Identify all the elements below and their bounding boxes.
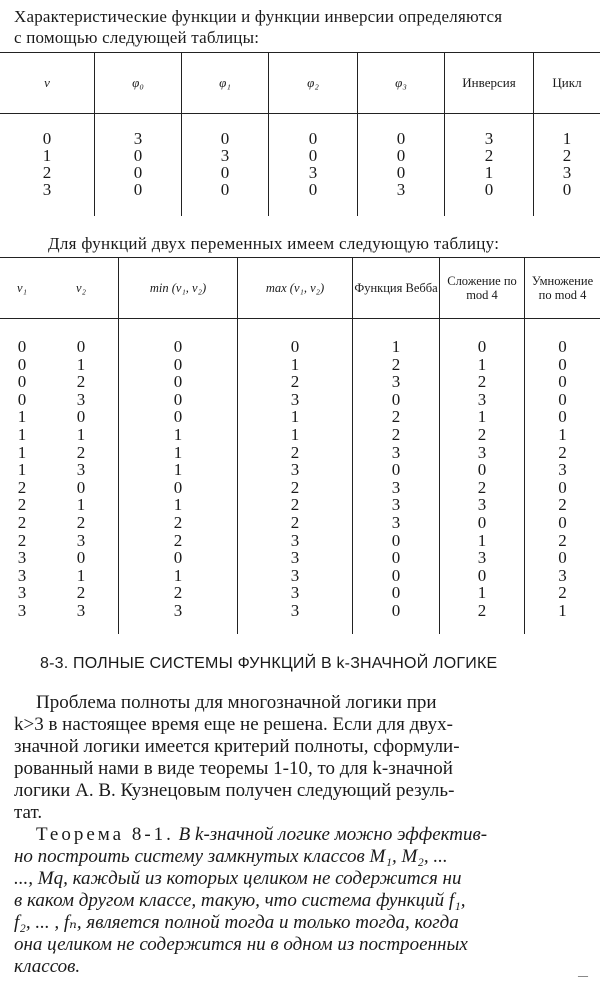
table2-cell: 3 [558, 565, 567, 585]
table2-cell: 0 [353, 461, 440, 479]
table2-cell: 2 [558, 583, 567, 603]
mid-text: Для функций двух переменных имеем следующую таблицу: [48, 234, 500, 253]
table2-cell: 1 [17, 442, 27, 462]
theorem-line: в каком другом классе, такую, что система функций f₁, [14, 890, 466, 911]
table1-cell: 0 [95, 164, 182, 181]
table2-cell: 1 [17, 424, 27, 444]
table1-body [0, 114, 600, 217]
table2-cell: 0 [119, 391, 238, 409]
table2-header: v₂ [44, 258, 119, 319]
table2-cell: 3 [440, 444, 525, 462]
table1-cell: 0 [358, 164, 445, 181]
table2-cell: 0 [558, 337, 567, 356]
table1-cell: 3 [182, 147, 269, 164]
table2-header: Функция Вебба [353, 258, 440, 319]
table2-cell: 3 [440, 391, 525, 409]
table1-header: v [0, 53, 95, 114]
table1-cell: 1 [445, 164, 534, 181]
table2-cell: 0 [44, 479, 119, 497]
table2-cell: 0 [558, 354, 567, 374]
table1-header: φ₁ [182, 53, 269, 114]
table1-cell: 0 [445, 181, 534, 216]
table1-row [0, 181, 600, 216]
table1-cell: 0 [358, 147, 445, 164]
table2-row [0, 373, 600, 391]
table2-cell: 3 [238, 602, 353, 634]
table2-cell: 3 [44, 602, 119, 634]
table2-cell: 1 [440, 532, 525, 550]
two-variable-functions-table [0, 257, 600, 634]
table1-cell: 0 [562, 180, 572, 199]
table2-cell: 2 [238, 373, 353, 391]
table2-cell: 0 [440, 567, 525, 585]
table2-cell: 2 [238, 444, 353, 462]
table2-cell: 2 [238, 496, 353, 514]
table1-header: Инверсия [445, 53, 534, 114]
table1-cell: 0 [182, 164, 269, 181]
table2-cell: 3 [44, 532, 119, 550]
table1-cell: 3 [269, 164, 358, 181]
table1-cell: 3 [445, 114, 534, 148]
table2-body [0, 319, 600, 634]
table2-row [0, 444, 600, 462]
table2-cell: 2 [440, 602, 525, 634]
table1-cell: 3 [0, 181, 95, 216]
table2-cell: 2 [44, 514, 119, 532]
table2-cell: 2 [238, 479, 353, 497]
table2-cell: 0 [440, 461, 525, 479]
table2-cell: 2 [440, 373, 525, 391]
table2-header: Умножение по mod 4 [525, 258, 600, 319]
table2-header: min (v₁, v₂) [119, 258, 238, 319]
intro-paragraph [14, 6, 589, 48]
table2-cell: 3 [440, 496, 525, 514]
table2-cell: 1 [44, 496, 119, 514]
table1-header: Цикл [534, 53, 600, 114]
table2-cell: 1 [119, 444, 238, 462]
table2-cell: 3 [44, 391, 119, 409]
table2-cell: 0 [353, 391, 440, 409]
table2-cell: 1 [238, 408, 353, 426]
table2-cell: 2 [353, 426, 440, 444]
theorem-line: классов. [14, 956, 81, 977]
table1-cell: 1 [562, 129, 572, 148]
table2-header: v₁ [0, 258, 44, 319]
theorem-line: f₂, ... , fₙ, является полной тогда и только тогда, когда [14, 912, 459, 933]
table2-cell: 3 [353, 444, 440, 462]
table2-cell: 0 [353, 584, 440, 602]
table2-cell: 0 [238, 319, 353, 356]
table2-header: max (v₁, v₂) [238, 258, 353, 319]
table2-row [0, 426, 600, 444]
table2-cell: 2 [17, 530, 27, 550]
theorem-line: но построить систему замкнутых классов M₁, M₂, ... [14, 846, 448, 867]
table1-cell: 2 [0, 164, 95, 181]
theorem-label: Теорема 8-1. [36, 824, 174, 845]
table2-cell: 0 [440, 514, 525, 532]
table2-row [0, 391, 600, 409]
table1-cell: 0 [95, 181, 182, 216]
table2-cell: 1 [119, 496, 238, 514]
table1-cell: 0 [269, 114, 358, 148]
table2-cell: 0 [119, 373, 238, 391]
table2-cell: 1 [440, 356, 525, 374]
table2-cell: 0 [558, 389, 567, 409]
table2-cell: 3 [353, 496, 440, 514]
table1-cell: 0 [269, 147, 358, 164]
table2-cell: 3 [353, 479, 440, 497]
table2-cell: 3 [238, 584, 353, 602]
table2-cell: 0 [353, 602, 440, 634]
table2-cell: 3 [17, 583, 27, 603]
table2-row [0, 567, 600, 585]
para-line: тат. [14, 802, 43, 823]
table2-row [0, 461, 600, 479]
table2-cell: 3 [238, 461, 353, 479]
table2-cell: 2 [44, 373, 119, 391]
page-mark: — [578, 971, 588, 982]
table2-cell: 0 [119, 479, 238, 497]
table2-cell: 1 [238, 356, 353, 374]
table2-cell: 3 [238, 549, 353, 567]
table1-cell: 0 [182, 181, 269, 216]
table2-cell: 0 [119, 319, 238, 356]
table2-cell: 0 [44, 549, 119, 567]
table2-cell: 3 [238, 532, 353, 550]
table2-cell: 0 [17, 354, 27, 374]
table2-cell: 1 [238, 426, 353, 444]
table2-cell: 2 [558, 495, 567, 515]
theorem-text: В k-значной логике можно эффектив- [173, 824, 488, 845]
table2-cell: 2 [558, 530, 567, 550]
theorem-first-line [14, 824, 590, 846]
table2-cell: 1 [440, 408, 525, 426]
table2-cell: 1 [17, 460, 27, 480]
table2-cell: 0 [353, 567, 440, 585]
table1-cell: 1 [0, 147, 95, 164]
table2-cell: 0 [17, 337, 27, 356]
table2-cell: 0 [44, 319, 119, 356]
table2-cell: 2 [44, 444, 119, 462]
table1-cell: 0 [182, 114, 269, 148]
table2-header: Сложение по mod 4 [440, 258, 525, 319]
table2-cell: 3 [44, 461, 119, 479]
table1-cell: 3 [562, 163, 572, 182]
table2-cell: 1 [119, 426, 238, 444]
table1-cell: 0 [0, 114, 95, 148]
table2-row [0, 479, 600, 497]
table2-cell: 1 [119, 461, 238, 479]
table2-cell: 2 [353, 356, 440, 374]
table2-cell: 0 [17, 389, 27, 409]
table2-cell: 3 [238, 567, 353, 585]
table2-cell: 1 [558, 424, 567, 444]
table2-cell: 1 [17, 407, 27, 427]
table2-cell: 3 [17, 565, 27, 585]
table2-row [0, 549, 600, 567]
table2-cell: 3 [17, 600, 27, 620]
table1-cell: 3 [358, 181, 445, 216]
table2-cell: 2 [17, 512, 27, 532]
table2-cell: 3 [558, 460, 567, 480]
para-line: значной логики имеется критерий полноты, сформули- [14, 736, 460, 757]
table2-row [0, 514, 600, 532]
table2-cell: 0 [558, 477, 567, 497]
table2-cell: 0 [119, 408, 238, 426]
table2-cell: 3 [119, 602, 238, 634]
table2-cell: 3 [353, 373, 440, 391]
table2-cell: 2 [353, 408, 440, 426]
table2-cell: 1 [44, 356, 119, 374]
table1-header: φ₀ [95, 53, 182, 114]
table2-cell: 0 [353, 532, 440, 550]
table2-cell: 2 [440, 426, 525, 444]
table2-row [0, 356, 600, 374]
table2-row [0, 408, 600, 426]
table2-cell: 0 [44, 408, 119, 426]
table2-row [0, 532, 600, 550]
table2-cell: 0 [558, 512, 567, 532]
table2-cell: 2 [238, 514, 353, 532]
section-title: 8-3. ПОЛНЫЕ СИСТЕМЫ ФУНКЦИЙ В k-ЗНАЧНОЙ ЛОГИКЕ [40, 655, 498, 672]
table2-cell: 2 [17, 477, 27, 497]
para-line: логики А. В. Кузнецовым получен следующий резуль- [14, 780, 455, 801]
table2-cell: 2 [17, 495, 27, 515]
table2-cell: 0 [558, 372, 567, 392]
table2-cell: 2 [119, 584, 238, 602]
table2-cell: 2 [119, 514, 238, 532]
table2-cell: 0 [353, 549, 440, 567]
table2-cell: 0 [558, 407, 567, 427]
table1-cell: 2 [562, 146, 572, 165]
table2-cell: 1 [353, 319, 440, 356]
table1-cell: 3 [95, 114, 182, 148]
table2-cell: 0 [119, 549, 238, 567]
table2-cell: 2 [558, 442, 567, 462]
table2-cell: 3 [353, 514, 440, 532]
table1-cell: 0 [269, 181, 358, 216]
table1-row [0, 164, 600, 181]
table2-cell: 3 [440, 549, 525, 567]
table1-cell: 0 [358, 114, 445, 148]
table1-header: φ₂ [269, 53, 358, 114]
characteristic-functions-table [0, 52, 600, 216]
table2-cell: 0 [119, 356, 238, 374]
table1-row [0, 114, 600, 148]
table2-cell: 0 [17, 372, 27, 392]
body-text [14, 692, 590, 978]
table1-cell: 0 [95, 147, 182, 164]
theorem-line: ..., Mq, каждый из которых целиком не содержится ни [14, 868, 462, 889]
para-line: k>3 в настоящее время еще не решена. Если для двух- [14, 714, 453, 735]
table2-cell: 1 [44, 567, 119, 585]
table1-header: φ₃ [358, 53, 445, 114]
table2-cell: 2 [44, 584, 119, 602]
table2-row [0, 496, 600, 514]
table1-row [0, 147, 600, 164]
table2-cell: 2 [119, 532, 238, 550]
table2-cell: 3 [238, 391, 353, 409]
intro-line-1: Характеристические функции и функции инверсии определяются [14, 7, 503, 26]
intro-line-2: с помощью следующей таблицы: [14, 28, 260, 47]
table2-cell: 2 [440, 479, 525, 497]
para-line: Проблема полноты для многозначной логики при [36, 692, 437, 713]
table1-cell: 2 [445, 147, 534, 164]
theorem-line: она целиком не содержится ни в одном из построенных [14, 934, 468, 955]
table2-cell: 0 [558, 548, 567, 568]
table2-cell: 1 [119, 567, 238, 585]
table2-cell: 1 [440, 584, 525, 602]
table2-cell: 1 [44, 426, 119, 444]
table2-cell: 0 [440, 319, 525, 356]
table2-row [0, 584, 600, 602]
table2-cell: 1 [558, 600, 567, 620]
table2-cell: 3 [17, 548, 27, 568]
table2-row [0, 602, 600, 634]
table2-row [0, 319, 600, 356]
para-line: рованный нами в виде теоремы 1-10, то для k-значной [14, 758, 453, 779]
